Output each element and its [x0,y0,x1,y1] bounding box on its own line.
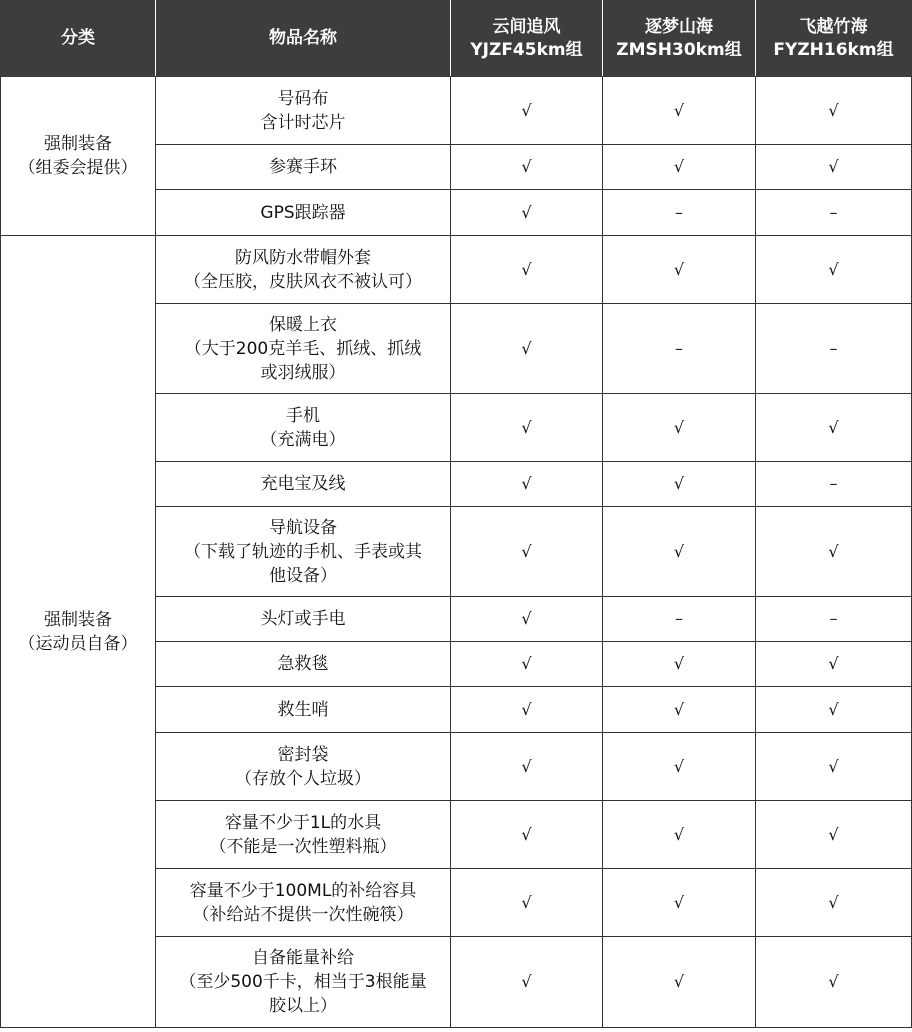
check-mark: √ [673,541,685,561]
check-mark: √ [521,100,532,120]
check-mark: √ [673,824,685,844]
group-code: YJZF45km组 [470,39,583,60]
requirement-cell [603,77,756,145]
item-name-cell [156,687,451,733]
requirement-cell [756,687,912,733]
check-mark: √ [828,259,839,279]
check-mark: √ [521,474,532,493]
requirement-cell [756,462,912,507]
header-group-yjzf [451,1,603,77]
requirement-cell [603,394,756,462]
check-mark: √ [828,972,839,991]
header-item-name: 物品名称 [156,1,451,77]
item-name-cell [156,236,451,304]
requirement-cell [451,869,603,937]
category-label: （组委会提供） [18,158,138,178]
item-name-line: 手机 [286,405,320,426]
group-code: ZMSH30km组 [616,39,742,60]
not-required-dash: – [829,609,838,628]
item-name-cell [156,77,451,145]
check-mark: √ [521,824,532,844]
check-mark: √ [828,157,839,176]
item-name-line: 胶以上） [269,996,337,1016]
item-name-cell [156,733,451,801]
item-name-line: （补给站不提供一次性碗筷） [192,904,414,925]
requirement-cell [451,733,603,801]
requirement-cell [451,507,603,597]
requirement-cell [451,687,603,733]
not-required-dash: – [829,474,838,493]
requirement-cell [451,394,603,462]
check-mark: √ [673,972,685,991]
requirement-cell [603,236,756,304]
check-mark: √ [521,654,532,673]
check-mark: √ [673,259,685,279]
item-name-line: （全压胶，皮肤风衣不被认可） [184,271,422,292]
item-name-line: 他设备） [269,565,337,586]
item-name-cell [156,190,451,236]
check-mark: √ [521,259,532,279]
item-name-line: 密封袋 [277,744,329,765]
item-name-cell [156,304,451,394]
not-required-dash: – [675,338,683,358]
requirement-cell [451,462,603,507]
check-mark: √ [828,756,839,776]
item-name-line: （至少500千卡，相当于3根能量 [179,972,427,992]
group-name: 飞越竹海 [799,16,868,37]
requirement-cell [451,801,603,869]
item-name-cell [156,507,451,597]
requirement-cell [756,236,912,304]
check-mark: √ [521,417,532,437]
requirement-cell [756,507,912,597]
item-name-line: 头灯或手电 [260,609,346,629]
requirement-cell [451,642,603,687]
table-row [1,236,912,304]
header-group-zmsh [603,1,756,77]
requirement-cell [756,394,912,462]
item-name-line: 容量不少于100ML的补给容具 [189,880,417,901]
requirement-cell [756,642,912,687]
not-required-dash: – [675,609,683,628]
check-mark: √ [673,417,685,437]
item-name-cell [156,937,451,1028]
requirement-cell [603,304,756,394]
category-cell [1,236,156,1028]
header-row [1,1,912,77]
requirement-cell [756,937,912,1028]
check-mark: √ [828,417,839,437]
check-mark: √ [673,892,685,912]
header-group-fyzh [756,1,912,77]
requirement-cell [756,869,912,937]
check-mark: √ [521,892,532,912]
check-mark: √ [521,972,532,991]
check-mark: √ [521,609,532,628]
item-name-line: （下载了轨迹的手机、手表或其 [184,541,422,562]
check-mark: √ [673,699,685,719]
item-name-cell [156,462,451,507]
category-label: 强制装备 [44,134,112,154]
requirement-cell [451,190,603,236]
check-mark: √ [673,157,685,176]
item-name-line: 参赛手环 [269,157,337,177]
item-name-line: （大于200克羊毛、抓绒、抓绒 [184,338,422,359]
requirement-cell [756,597,912,642]
requirement-cell [451,236,603,304]
check-mark: √ [521,202,532,222]
item-name-line: 急救毯 [277,654,329,674]
requirement-cell [603,145,756,190]
requirement-cell [603,869,756,937]
requirement-cell [451,304,603,394]
item-name-line: （充满电） [260,429,346,450]
requirement-cell [451,77,603,145]
item-name-line: 容量不少于1L的水具 [224,812,382,833]
item-name-line: 导航设备 [269,517,337,538]
check-mark: √ [828,541,839,561]
item-name-cell [156,801,451,869]
check-mark: √ [828,654,839,673]
requirement-cell [603,642,756,687]
category-label: 强制装备 [44,609,112,630]
requirement-cell [756,190,912,236]
requirement-cell [603,937,756,1028]
requirement-cell [756,145,912,190]
check-mark: √ [673,474,685,493]
requirement-cell [603,462,756,507]
check-mark: √ [828,892,839,912]
check-mark: √ [521,541,532,561]
header-category: 分类 [1,1,156,77]
group-name: 逐梦山海 [645,16,713,37]
item-name-line: 救生哨 [277,699,329,720]
group-name: 云间追风 [492,16,561,37]
table-row [1,77,912,145]
requirement-cell [756,801,912,869]
requirement-cell [756,733,912,801]
item-name-cell [156,394,451,462]
not-required-dash: – [829,338,838,358]
check-mark: √ [521,338,532,358]
group-code: FYZH16km组 [773,39,894,60]
item-name-line: 号码布 [277,88,329,109]
requirement-cell [451,937,603,1028]
requirement-cell [451,145,603,190]
item-name-line: 自备能量补给 [252,948,354,968]
item-name-line: GPS跟踪器 [260,202,346,223]
check-mark: √ [521,756,532,776]
check-mark: √ [521,699,532,719]
item-name-line: 充电宝及线 [260,474,346,494]
requirement-cell [603,687,756,733]
item-name-line: （不能是一次性塑料瓶） [209,836,397,857]
not-required-dash: – [829,202,838,222]
item-name-cell [156,597,451,642]
check-mark: √ [673,756,685,776]
not-required-dash: – [675,202,683,222]
check-mark: √ [521,157,532,176]
requirement-cell [603,507,756,597]
item-name-cell [156,642,451,687]
check-mark: √ [828,699,839,719]
item-name-cell [156,145,451,190]
category-label: （运动员自备） [18,633,138,654]
check-mark: √ [828,824,839,844]
requirement-cell [603,733,756,801]
item-name-cell [156,869,451,937]
check-mark: √ [828,100,839,120]
requirement-cell [756,304,912,394]
item-name-line: 含计时芯片 [260,112,346,133]
table-body [1,77,912,1028]
requirement-cell [603,597,756,642]
category-cell [1,77,156,236]
requirement-cell [603,190,756,236]
requirement-cell [451,597,603,642]
item-name-line: 保暖上衣 [269,314,337,335]
item-name-line: 防风防水带帽外套 [235,247,371,268]
check-mark: √ [673,654,685,673]
requirement-cell [756,77,912,145]
check-mark: √ [673,100,685,120]
item-name-line: （存放个人垃圾） [235,768,371,789]
item-name-line: 或羽绒服） [260,362,346,383]
requirement-cell [603,801,756,869]
